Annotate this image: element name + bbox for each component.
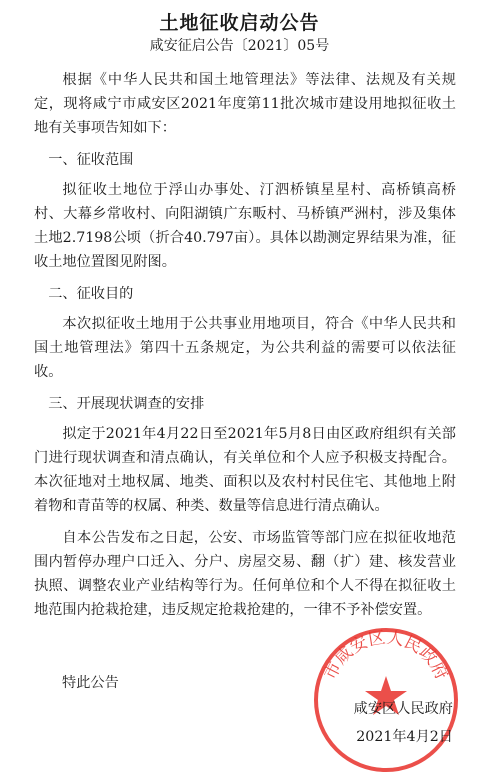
section-text-survey: 拟定于2021年4月22日至2021年5月8日由区政府组织有关部门进行现状调查和清点确认，有关单位和个人应予积极支持配合。本次征地对土地权属、地类、面积以及农村村民住宅、其他地上附着物和青苗等的权属、种类、数量等信息进行清点确认。: [34, 426, 456, 514]
section-heading-purpose: 二、征收目的: [48, 286, 134, 302]
document-number: 咸安征启公告〔2021〕05号: [149, 38, 330, 54]
document-body: [34, 68, 456, 630]
closing-text: 特此公告: [62, 675, 119, 691]
notice-paragraph: 自本公告发布之日起，公安、市场监管等部门应在拟征收地范围内暂停办理户口迁入、分户、房屋交易、翻（扩）建、核发营业执照、调整农业产业结构等行为。任何单位和个人不得在拟征收土地范围内抢栽抢建，违反规定抢栽抢建的，一律不予补偿安置。: [34, 530, 456, 618]
signature-block: [354, 695, 453, 751]
document-title: 土地征收启动公告: [159, 12, 320, 34]
section-heading-scope: 一、征收范围: [48, 152, 134, 168]
signature-issuer: 咸安区人民政府: [353, 701, 453, 717]
section-text-scope: 拟征收土地位于浮山办事处、汀泗桥镇星星村、高桥镇高桥村、大幕乡常收村、向阳湖镇广东畈村、马桥镇严洲村，涉及集体土地2.7198公顷（折合40.797亩）。具体以勘测定界结果为准，征收土地位置图见附图。: [34, 182, 456, 270]
intro-paragraph: 根据《中华人民共和国土地管理法》等法律、法规及有关规定，现将咸宁市咸安区2021年度第11批次城市建设用地拟征收土地有关事项告知如下：: [34, 72, 456, 136]
signature-date: 2021年4月2日: [356, 729, 453, 745]
seal-text-path: 市咸安区人民政府: [320, 627, 452, 684]
section-heading-survey: 三、开展现状调查的安排: [48, 396, 205, 412]
seal-text: [321, 628, 452, 683]
section-text-purpose: 本次拟征收土地用于公共事业用地项目，符合《中华人民共和国土地管理法》第四十五条规定，为公共利益的需要可以依法征收。: [34, 316, 456, 380]
